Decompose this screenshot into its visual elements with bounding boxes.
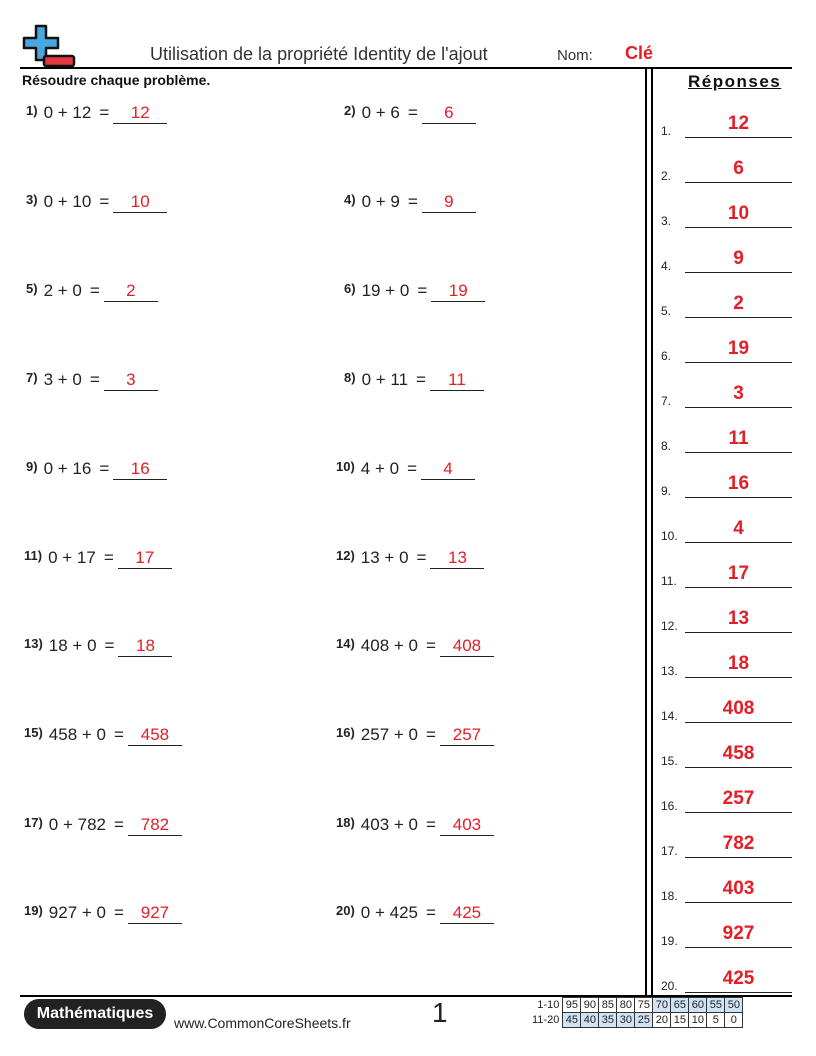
page-number: 1: [432, 997, 448, 1028]
answer-blank: 927: [128, 903, 182, 924]
answer-key-item: 2. 6: [661, 149, 792, 183]
problem-4: 4) 0 + 9 = 9: [344, 192, 476, 213]
problem-19: 19) 927 + 0 = 927: [24, 903, 182, 924]
score-row: 11-20 45 40 35 30 25 20 15 10 5 0: [530, 1013, 743, 1028]
answer-key-item: 14. 408: [661, 689, 792, 723]
header-divider: [20, 67, 792, 69]
answer-key-item: 16. 257: [661, 779, 792, 813]
answer-blank: 9: [422, 192, 476, 213]
problem-3: 3) 0 + 10 = 10: [26, 192, 167, 213]
answer-blank: 10: [113, 192, 167, 213]
score-table: [530, 997, 743, 1028]
worksheet-title: Utilisation de la propriété Identity de l'ajout: [150, 44, 488, 64]
answer-key-item: 4. 9: [661, 239, 792, 273]
problem-14: 14) 408 + 0 = 408: [336, 636, 494, 657]
problem-1: 1) 0 + 12 = 12: [26, 103, 167, 124]
answer-key-item: 15. 458: [661, 734, 792, 768]
problem-2: 2) 0 + 6 = 6: [344, 103, 476, 124]
answer-blank: 403: [440, 815, 494, 836]
answer-key-item: 12. 13: [661, 599, 792, 633]
problem-12: 12) 13 + 0 = 13: [336, 548, 484, 569]
problem-13: 13) 18 + 0 = 18: [24, 636, 172, 657]
answer-key-item: 5. 2: [661, 284, 792, 318]
answer-blank: 19: [431, 281, 485, 302]
problem-5: 5) 2 + 0 = 2: [26, 281, 158, 302]
answer-blank: 257: [440, 725, 494, 746]
answer-blank: 425: [440, 903, 494, 924]
instructions: Résoudre chaque problème.: [22, 72, 211, 88]
answer-blank: 13: [430, 548, 484, 569]
answers-divider-left: [645, 67, 647, 995]
answer-key-item: 19. 927: [661, 914, 792, 948]
problem-6: 6) 19 + 0 = 19: [344, 281, 485, 302]
answer-blank: 16: [113, 459, 167, 480]
name-value: Clé: [625, 43, 654, 63]
answer-key-item: 3. 10: [661, 194, 792, 228]
answer-key-item: 18. 403: [661, 869, 792, 903]
answer-blank: 458: [128, 725, 182, 746]
answer-blank: 408: [440, 636, 494, 657]
answer-blank: 17: [118, 548, 172, 569]
answer-key-item: 9. 16: [661, 464, 792, 498]
answer-blank: 6: [422, 103, 476, 124]
answer-key-item: 7. 3: [661, 374, 792, 408]
brand-badge: Mathématiques: [24, 999, 166, 1029]
answer-key-item: 6. 19: [661, 329, 792, 363]
problem-18: 18) 403 + 0 = 403: [336, 815, 494, 836]
problem-10: 10) 4 + 0 = 4: [336, 459, 475, 480]
answer-key-item: 13. 18: [661, 644, 792, 678]
problem-17: 17) 0 + 782 = 782: [24, 815, 182, 836]
answer-key-item: 8. 11: [661, 419, 792, 453]
answer-key-item: 20. 425: [661, 959, 792, 993]
problem-9: 9) 0 + 16 = 16: [26, 459, 167, 480]
answer-key-item: 1. 12: [661, 104, 792, 138]
answer-blank: 11: [430, 370, 484, 391]
answer-blank: 4: [421, 459, 475, 480]
problem-11: 11) 0 + 17 = 17: [24, 548, 172, 569]
problem-8: 8) 0 + 11 = 11: [344, 370, 484, 391]
site-link[interactable]: www.CommonCoreSheets.fr: [174, 1015, 351, 1031]
answer-blank: 3: [104, 370, 158, 391]
answer-blank: 2: [104, 281, 158, 302]
answer-blank: 12: [113, 103, 167, 124]
answer-key-item: 10. 4: [661, 509, 792, 543]
plus-minus-logo-icon: [22, 24, 78, 70]
problem-16: 16) 257 + 0 = 257: [336, 725, 494, 746]
answers-divider-right: [651, 67, 653, 995]
problem-7: 7) 3 + 0 = 3: [26, 370, 158, 391]
answer-blank: 18: [118, 636, 172, 657]
name-label: Nom:: [557, 47, 593, 64]
problem-20: 20) 0 + 425 = 425: [336, 903, 494, 924]
answer-blank: 782: [128, 815, 182, 836]
problem-15: 15) 458 + 0 = 458: [24, 725, 182, 746]
answer-key-item: 17. 782: [661, 824, 792, 858]
answer-key-item: 11. 17: [661, 554, 792, 588]
score-row: 1-10 95 90 85 80 75 70 65 60 55 50: [530, 998, 743, 1013]
answers-title: Réponses: [688, 72, 782, 91]
